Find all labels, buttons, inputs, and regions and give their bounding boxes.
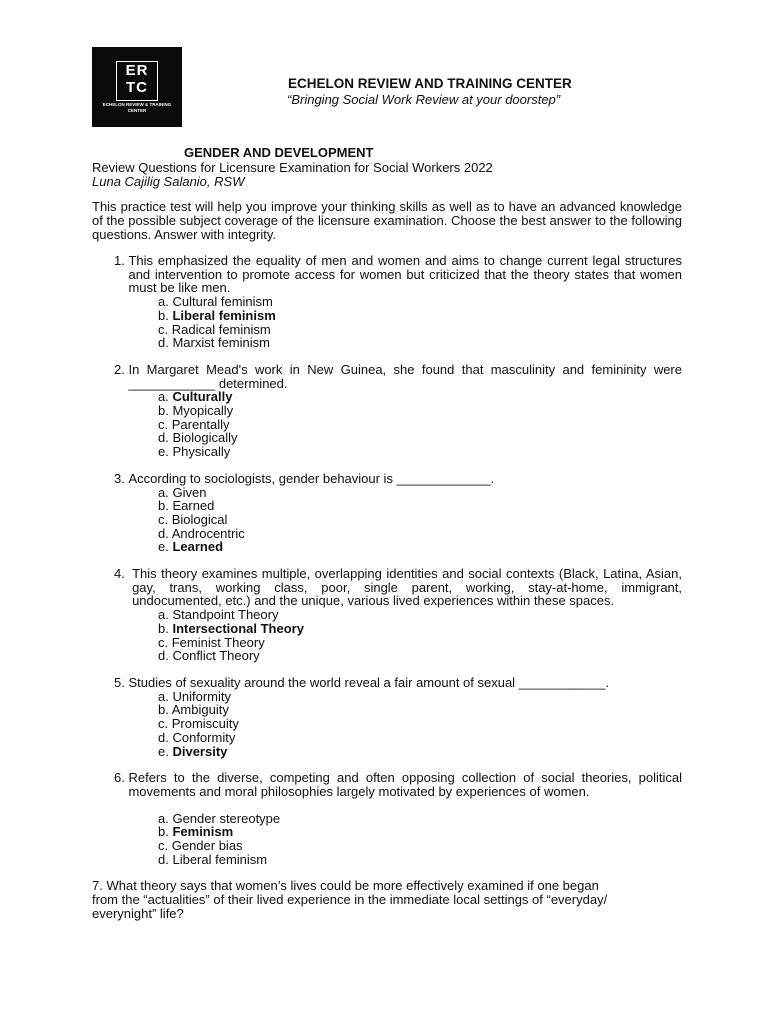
- question-text: [114, 472, 682, 486]
- question-text: [114, 676, 682, 690]
- option-letter: e.: [158, 743, 173, 759]
- question-item: [92, 363, 682, 459]
- option-letter: a.: [158, 294, 173, 310]
- answer-option: [158, 295, 682, 309]
- answer-option: [158, 608, 682, 622]
- question-number: 6.: [114, 770, 129, 786]
- option-text: Gender stereotype: [172, 810, 281, 826]
- answer-option: [158, 418, 682, 432]
- option-letter: a.: [158, 484, 173, 500]
- question-number: 7.: [92, 878, 107, 894]
- option-letter: c.: [158, 321, 172, 337]
- question-item: [92, 676, 682, 758]
- question-text: [92, 879, 612, 920]
- question-text: [114, 363, 682, 390]
- answer-option: [158, 499, 682, 513]
- motto: “Bringing Social Work Review at your doorstep”: [287, 92, 561, 107]
- question-text: [114, 771, 682, 798]
- option-list: [114, 608, 682, 663]
- option-text: Liberal feminism: [172, 851, 268, 867]
- question-text: [114, 567, 682, 608]
- correct-answer: Culturally: [172, 389, 233, 405]
- answer-option: [158, 309, 682, 323]
- author: Luna Cajilig Salanio, RSW: [92, 174, 245, 189]
- answer-option: [158, 690, 682, 704]
- question-number: 4.: [114, 566, 133, 582]
- question-item: [92, 879, 682, 920]
- question-body: This emphasized the equality of men and women and aims to change current legal structures and intervention to promote access for women but criticized that the theory states that women must be like men.: [128, 253, 682, 296]
- option-text: Promiscuity: [171, 716, 239, 732]
- option-letter: b.: [158, 307, 173, 323]
- answer-option: [158, 527, 682, 541]
- answer-option: [158, 825, 682, 839]
- answer-option: [158, 853, 682, 867]
- correct-answer: Liberal feminism: [172, 307, 276, 323]
- option-letter: a.: [158, 607, 173, 623]
- option-text: Conformity: [172, 729, 236, 745]
- correct-answer: Diversity: [172, 743, 228, 759]
- instructions: This practice test will help you improve your thinking skills as well as to have an advanced knowledge of the possible subject coverage of the licensure examination. Choose the best answer to the following questions. Answer with integrity.: [92, 199, 682, 242]
- option-list: [114, 390, 682, 459]
- answer-option: [158, 336, 682, 350]
- answer-option: [158, 404, 682, 418]
- option-letter: b.: [158, 498, 173, 514]
- option-letter: a.: [158, 810, 173, 826]
- answer-option: [158, 745, 682, 759]
- option-letter: d.: [158, 430, 173, 446]
- answer-option: [158, 513, 682, 527]
- option-letter: e.: [158, 539, 173, 555]
- option-text: Feminist Theory: [171, 634, 265, 650]
- option-letter: c.: [158, 716, 172, 732]
- answer-option: [158, 431, 682, 445]
- option-list: [114, 690, 682, 759]
- option-letter: b.: [158, 824, 173, 840]
- option-text: Uniformity: [172, 688, 231, 704]
- question-item: [92, 472, 682, 554]
- question-number: 3.: [114, 470, 129, 486]
- option-text: Biological: [171, 511, 228, 527]
- question-number: 1.: [114, 253, 129, 268]
- option-letter: d.: [158, 851, 173, 867]
- option-letter: d.: [158, 729, 173, 745]
- question-number: 5.: [114, 674, 129, 690]
- question-list: [92, 254, 682, 934]
- correct-answer: Learned: [172, 539, 224, 555]
- correct-answer: Intersectional Theory: [172, 620, 304, 636]
- option-text: Standpoint Theory: [172, 607, 279, 623]
- question-text: [114, 254, 682, 295]
- answer-option: [158, 445, 682, 459]
- page-title: GENDER AND DEVELOPMENT: [184, 145, 374, 160]
- option-letter: d.: [158, 648, 173, 664]
- center-name: ECHELON REVIEW AND TRAINING CENTER: [288, 76, 572, 91]
- question-body: What theory says that women’s lives could be more effectively examined if one began from the “actualities” of their lived experience in the immediate local settings of “everyday/ everynight” life?: [92, 878, 608, 921]
- option-text: Radical feminism: [171, 321, 271, 337]
- question-body: Refers to the diverse, competing and often opposing collection of social theories, political movements and moral philosophies largely motivated by experiences of women.: [128, 770, 682, 799]
- logo: [92, 47, 182, 127]
- question-body: This theory examines multiple, overlapping identities and social contexts (Black, Latina, Asian, gay, trans, working class, poor, single parent, working, stay-at-home, immigrant, undocumented, etc.) and the unique, various lived experiences within these spaces.: [132, 566, 682, 609]
- option-text: Parentally: [171, 416, 230, 432]
- correct-answer: Feminism: [172, 824, 234, 840]
- answer-option: [158, 390, 682, 404]
- option-text: Ambiguity: [171, 702, 229, 718]
- option-text: Given: [172, 484, 207, 500]
- answer-option: [158, 636, 682, 650]
- logo-subtext: ECHELON REVIEW & TRAINING CENTER: [102, 102, 172, 113]
- option-list: [114, 295, 682, 350]
- option-list: [114, 486, 682, 555]
- option-text: Conflict Theory: [172, 648, 260, 664]
- option-letter: c.: [158, 634, 172, 650]
- option-text: Biologically: [172, 430, 238, 446]
- question-item: [92, 567, 682, 663]
- option-text: Physically: [172, 444, 231, 460]
- answer-option: [158, 540, 682, 554]
- option-letter: a.: [158, 688, 173, 704]
- question-body: According to sociologists, gender behaviour is _____________.: [128, 470, 495, 486]
- option-letter: c.: [158, 838, 172, 854]
- option-letter: a.: [158, 389, 173, 405]
- subtitle: Review Questions for Licensure Examination for Social Workers 2022: [92, 160, 493, 175]
- option-letter: d.: [158, 335, 173, 351]
- logo-line-2: TC: [126, 79, 148, 96]
- answer-option: [158, 717, 682, 731]
- answer-option: [158, 839, 682, 853]
- option-letter: b.: [158, 620, 173, 636]
- option-text: Marxist feminism: [172, 335, 270, 351]
- option-letter: c.: [158, 511, 172, 527]
- option-text: Earned: [172, 498, 215, 514]
- answer-option: [158, 731, 682, 745]
- question-item: [92, 254, 682, 350]
- answer-option: [158, 812, 682, 826]
- answer-option: [158, 649, 682, 663]
- answer-option: [158, 486, 682, 500]
- question-body: Studies of sexuality around the world reveal a fair amount of sexual ____________.: [128, 674, 610, 690]
- logo-line-1: ER: [125, 62, 149, 79]
- question-number: 2.: [114, 361, 129, 377]
- answer-option: [158, 622, 682, 636]
- option-letter: b.: [158, 702, 172, 718]
- option-text: Myopically: [172, 403, 234, 419]
- option-letter: d.: [158, 525, 172, 541]
- option-letter: b.: [158, 403, 173, 419]
- question-item: [92, 771, 682, 866]
- option-text: Cultural feminism: [172, 294, 273, 310]
- logo-mark: [116, 61, 158, 101]
- option-letter: e.: [158, 444, 173, 460]
- question-body: In Margaret Mead's work in New Guinea, she found that masculinity and femininity were ____________ determined.: [128, 361, 682, 391]
- option-letter: c.: [158, 416, 172, 432]
- answer-option: [158, 323, 682, 337]
- answer-option: [158, 703, 682, 717]
- option-list: [114, 812, 682, 867]
- option-text: Gender bias: [171, 838, 243, 854]
- option-text: Androcentric: [171, 525, 245, 541]
